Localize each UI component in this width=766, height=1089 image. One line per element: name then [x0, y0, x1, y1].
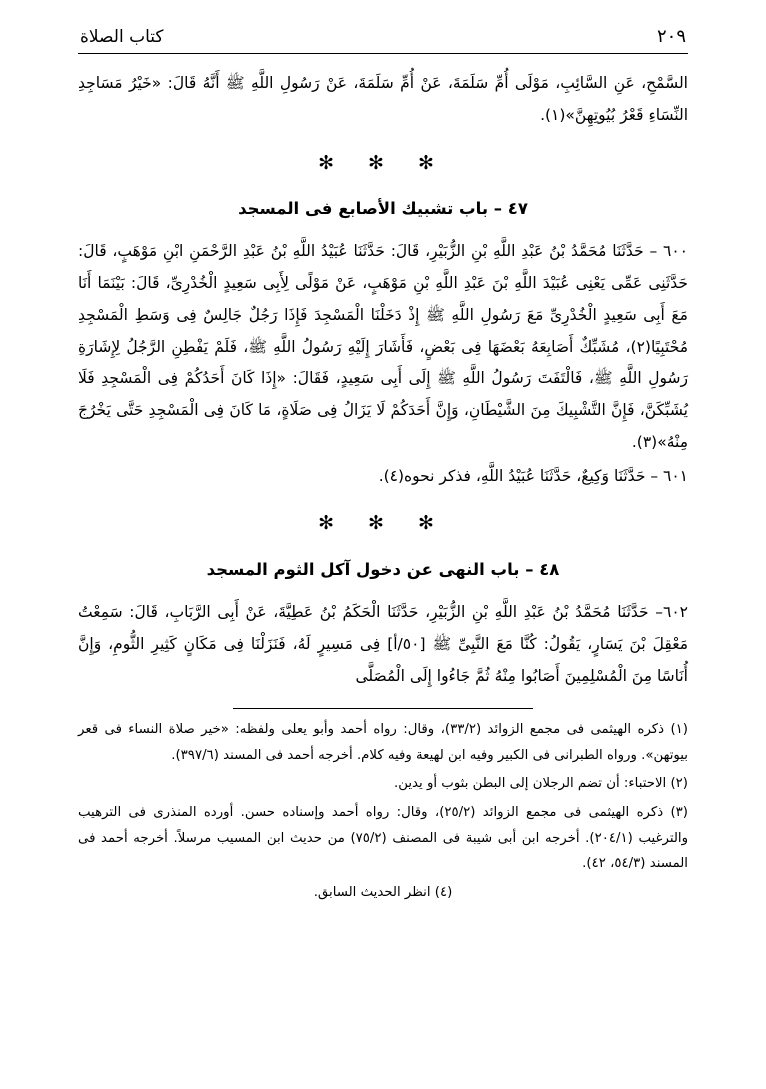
chapter-heading-47: ٤٧ – باب تشبيك الأصابع فى المسجد — [238, 199, 528, 219]
section-separator-2: ✻ ✻ ✻ — [318, 512, 448, 535]
footnote-1: (١) ذكره الهيثمى فى مجمع الزوائد (٣٣/٢)، وقال: رواه أحمد وأبو يعلى ولفظه: «خير صلاة النساء فى قعر بيوتهن». ورواه الطبرانى فى الكبير وفيه ابن لهيعة وفيه كلام. أخرجه أحمد فى المسند (٣٩٧/٦). — [78, 722, 688, 763]
footnote-4: (٤) انظر الحديث السابق. — [313, 884, 453, 900]
hadith-602: ٦٠٢– حَدَّثَنَا مُحَمَّدُ بْنُ عَبْدِ اللَّهِ بْنِ الزُّبَيْرِ، حَدَّثَنَا الْحَكَمُ بْنُ عَطِيَّةَ، عَنْ أَبِى الرَّبَابِ، قَالَ: سَمِعْتُ مَعْقِلَ بْنَ يَسَارٍ، يَقُولُ: كُنَّا مَعَ النَّبِىِّ ﷺ [٥٠/أ] فِى مَسِيرٍ لَهُ، فَنَزَلْنَا فِى مَكَانٍ كَثِيرِ الثُّومِ، وَإِنَّ أُنَاسًا مِنَ الْمُسْلِمِينَ أَصَابُوا مِنْهُ ثُمَّ جَاءُوا إِلَى الْمُصَلَّى — [78, 603, 688, 685]
book-title: كتاب الصلاة — [80, 27, 164, 47]
footnotes-block — [78, 717, 688, 905]
header-divider — [78, 53, 688, 54]
footnote-divider — [233, 708, 533, 709]
page-body — [78, 68, 688, 692]
section-separator-1: ✻ ✻ ✻ — [318, 151, 448, 174]
page-number: ٢٠٩ — [656, 26, 686, 47]
chapter-heading-48: ٤٨ – باب النهى عن دخول آكل الثوم المسجد — [206, 560, 560, 580]
hadith-600: ٦٠٠ – حَدَّثَنَا مُحَمَّدُ بْنُ عَبْدِ اللَّهِ بْنِ الزُّبَيْرِ، قَالَ: حَدَّثَنَا عُبَيْدُ اللَّهِ بْنُ عَبْدِ الرَّحْمَنِ ابْنِ مَوْهَبٍ، قَالَ: حَدَّثَنِى عَمِّى يَعْنِى عُبَيْدَ اللَّهِ بْنَ عَبْدِ اللَّهِ بْنِ مَوْهَبٍ، عَنْ مَوْلًى لِأَبِى سَعِيدٍ الْخُدْرِىِّ، قَالَ: بَيْنَمَا أَنَا مَعَ أَبِى سَعِيدٍ الْخُدْرِىِّ مَعَ رَسُولِ اللَّهِ ﷺ إِذْ دَخَلْنَا الْمَسْجِدَ فَإِذَا رَجُلٌ جَالِسٌ فِى وَسَطِ الْمَسْجِدِ مُحْتَبِيًا(٢)، مُشَبِّكٌ أَصَابِعَهُ بَعْضَهَا فِى بَعْضٍ، فَأَشَارَ إِلَيْهِ رَسُولُ اللَّهِ ﷺ، فَلَمْ يَفْطِنِ الرَّجُلُ لِإِشَارَةِ رَسُولِ اللَّهِ ﷺ، فَالْتَفَتَ رَسُولُ اللَّهِ ﷺ إِلَى أَبِى سَعِيدٍ، فَقَالَ: «إِذَا كَانَ أَحَدُكُمْ فِى الْمَسْجِدِ فَلَا يُشَبِّكَنَّ، فَإِنَّ التَّشْبِيكَ مِنَ الشَّيْطَانِ، وَإِنَّ أَحَدَكُمْ لَا يَزَالُ فِى صَلَاةٍ، مَا كَانَ فِى الْمَسْجِدِ حَتَّى يَخْرُجَ مِنْهُ»(٣). — [78, 242, 688, 451]
page-header — [78, 26, 688, 53]
opening-paragraph: السَّمْحِ، عَنِ السَّائِبِ، مَوْلَى أُمِّ سَلَمَةَ، عَنْ أُمِّ سَلَمَةَ، عَنْ رَسُولِ اللَّهِ ﷺ أَنَّهُ قَالَ: «خَيْرُ مَسَاجِدِ النِّسَاءِ قَعْرُ بُيُوتِهِنَّ»(١). — [78, 74, 688, 124]
footnote-2: (٢) الاحتباء: أن تضم الرجلان إلى البطن بثوب أو يدين. — [394, 776, 688, 792]
footnote-3: (٣) ذكره الهيثمى فى مجمع الزوائد (٢٥/٢)، وقال: رواه أحمد وإسناده حسن. أورده المنذرى فى الترهيب والترغيب (٢٠٤/١). أخرجه ابن أبى شيبة فى المصنف (٧٥/٢) من حديث ابن المسيب مرسلاً. أخرجه أحمد فى المسند (٥٤/٣، ٤٢). — [78, 805, 689, 872]
hadith-601: ٦٠١ – حَدَّثَنَا وَكِيعٌ، حَدَّثَنَا عُبَيْدُ اللَّهِ، فذكر نحوه(٤). — [378, 466, 688, 485]
